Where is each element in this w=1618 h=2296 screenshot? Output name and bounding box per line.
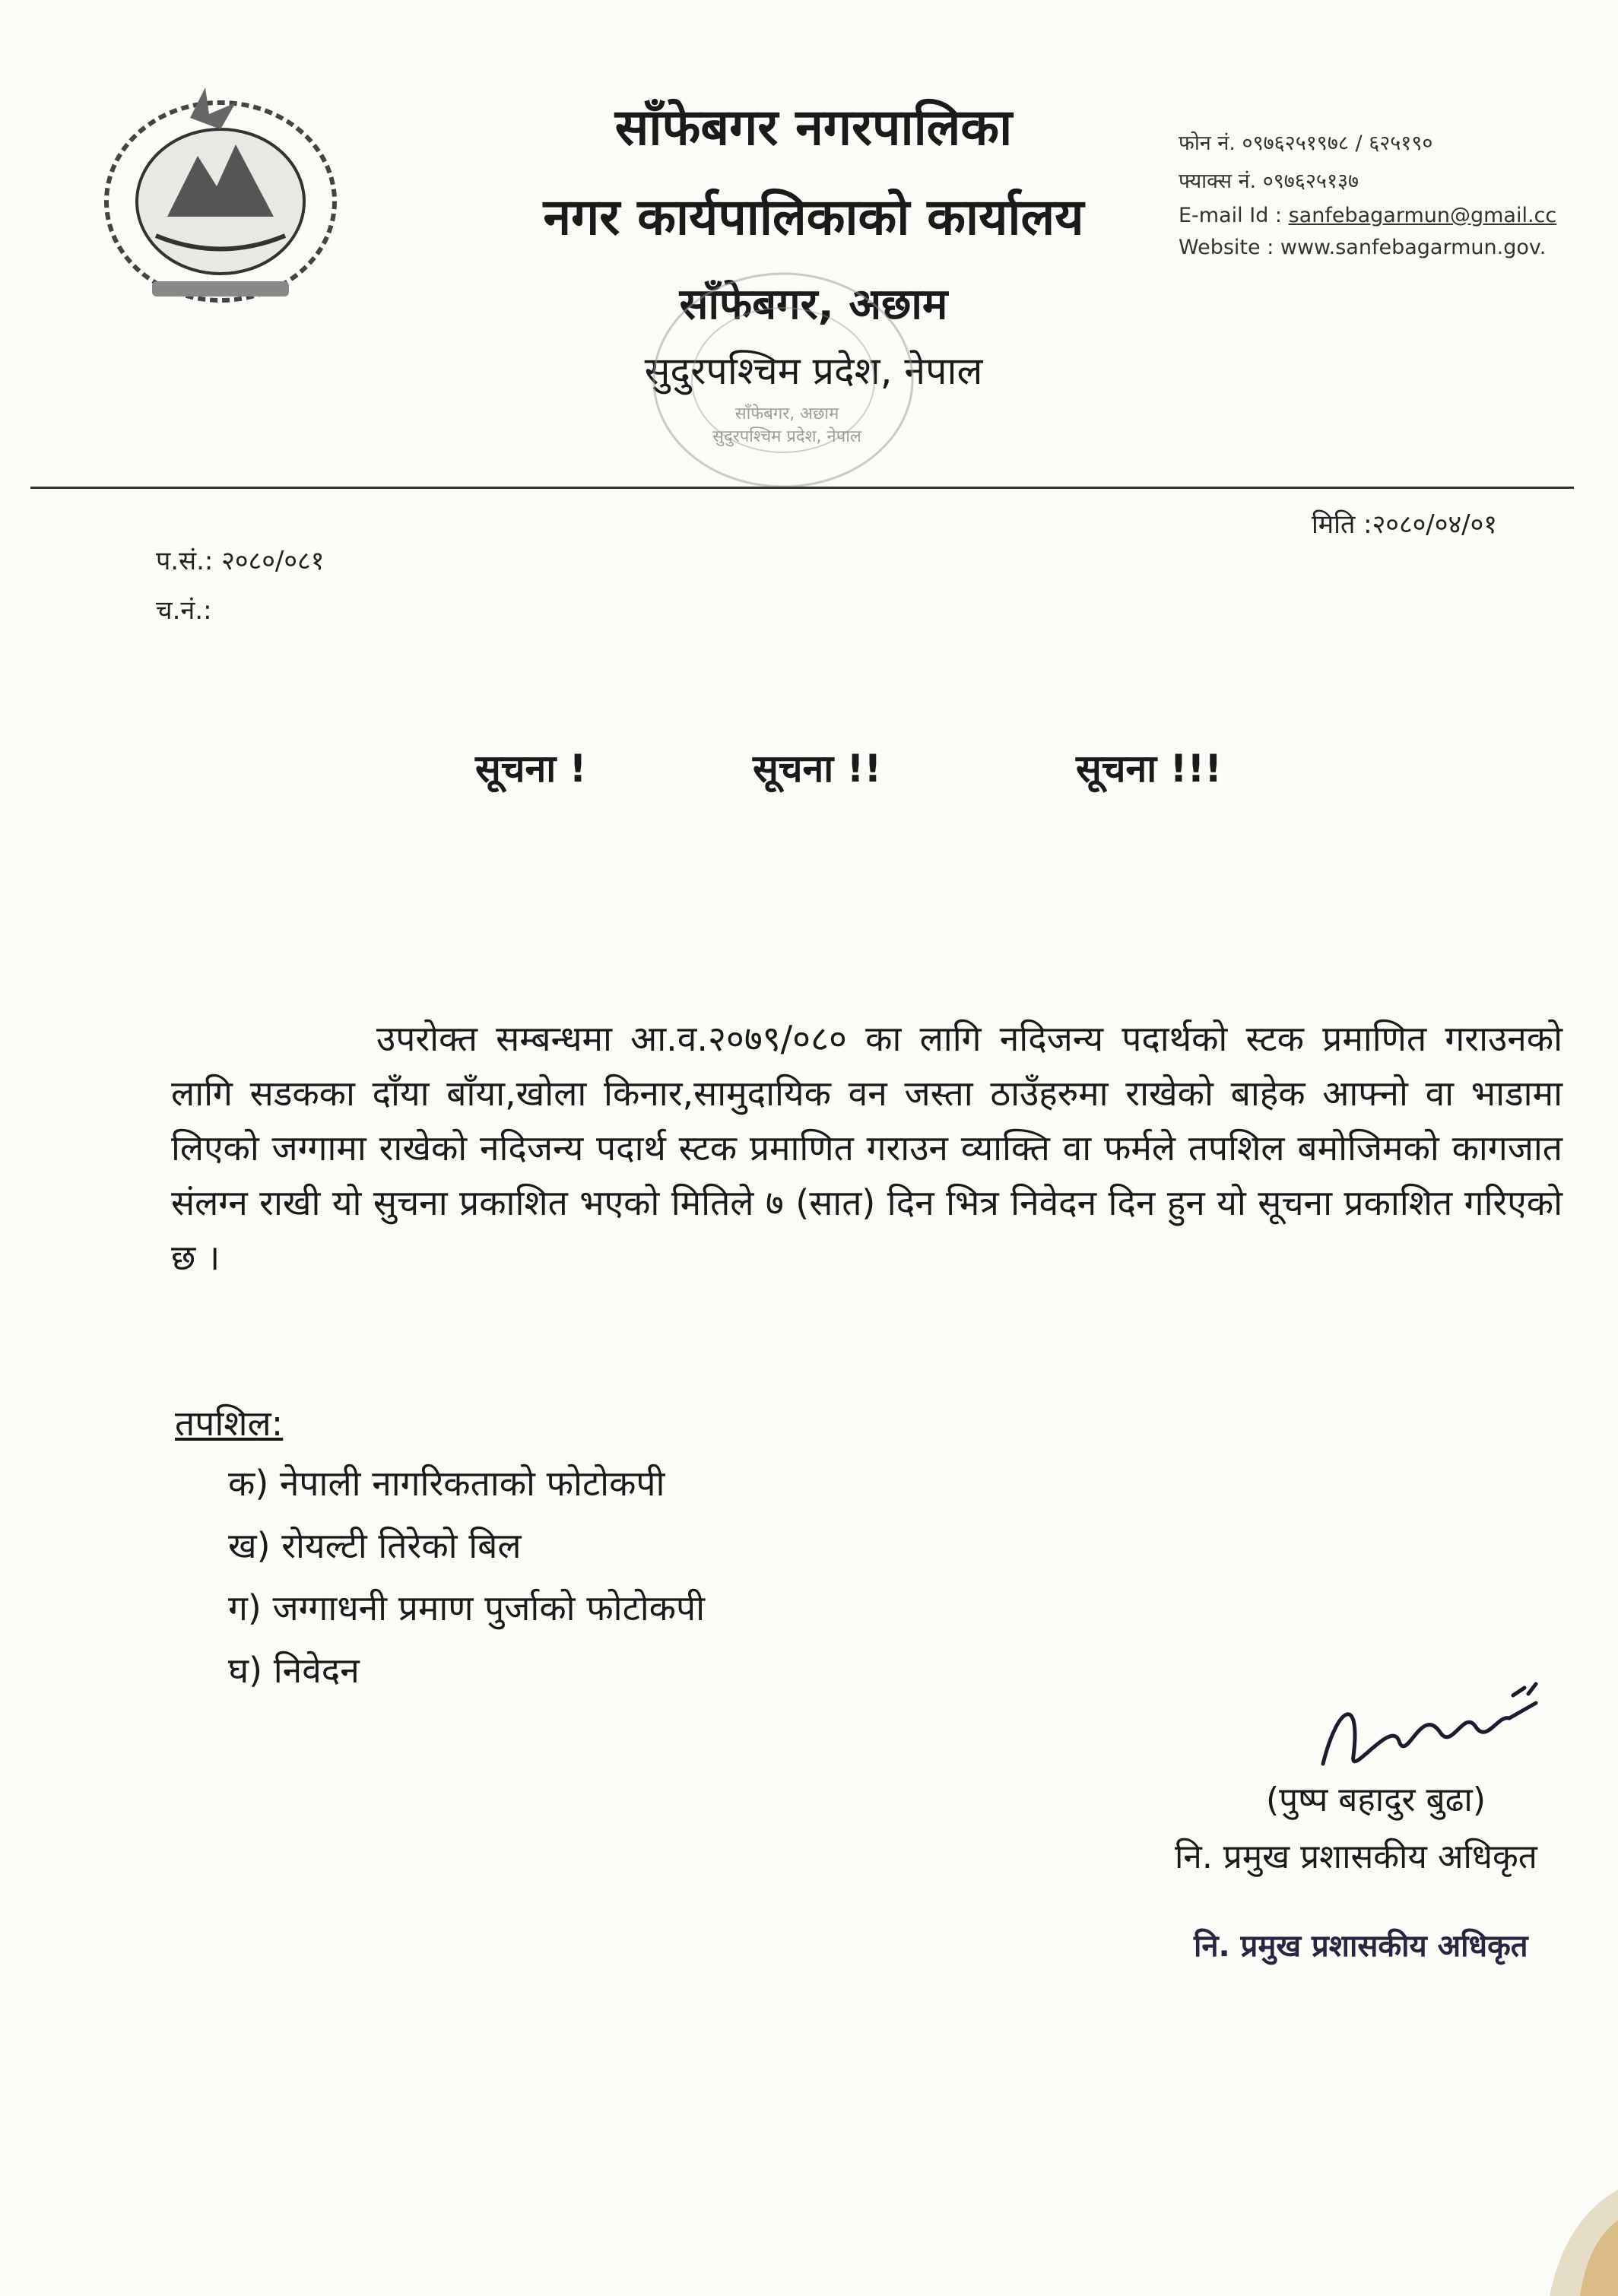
contact-fax: फ्याक्स नं. ०९७६२५१३७ [1179, 170, 1359, 193]
office-stamp-text: साँफेबगर, अछाम सुदुरपश्चिम प्रदेश, नेपाल [712, 404, 861, 446]
document-list [228, 1452, 705, 1701]
dispatch-number: च.नं.: [156, 595, 212, 626]
notice-heading-3: सूचना !!! [1076, 747, 1223, 791]
notice-heading-1: सूचना ! [475, 747, 587, 791]
contact-phone: फोन नं. ०९७६२५१९७८ / ६२५१९० [1179, 132, 1433, 155]
list-item: क) नेपाली नागरिकताको फोटोकपी [228, 1463, 665, 1504]
notice-heading-2: सूचना !! [753, 747, 882, 791]
list-item: घ) निवेदन [228, 1650, 360, 1691]
signer-title: नि. प्रमुख प्रशासकीय अधिकृत [1175, 1838, 1537, 1876]
page-corner-icon [1451, 2174, 1618, 2296]
letter-date: मिति :२०८०/०४/०१ [1312, 509, 1497, 540]
office-name: नगर कार्यपालिकाको कार्यालय [543, 188, 1084, 246]
reference-number: प.सं.: २०८०/०८१ [156, 546, 325, 576]
list-item: ख) रोयल्टी तिरेको बिल [228, 1525, 522, 1566]
list-item: ग) जग्गाधनी प्रमाण पुर्जाको फोटोकपी [228, 1587, 706, 1628]
tapashil-heading: तपशिल: [175, 1403, 284, 1444]
contact-email-link[interactable]: sanfebagarmun@gmail.cc [1288, 204, 1557, 227]
notice-paragraph: उपरोक्त सम्बन्धमा आ.व.२०७९/०८० का लागि नदिजन्य पदार्थको स्टक प्रमाणित गराउनको लागि सडकका दाँया बाँया,खोला किनार,सामुदायिक वन जस्ता ठाउँहरुमा राखेको बाहेक आफ्नो वा भाडामा लिएको जग्गामा राखेको नदिजन्य पदार्थ स्टक प्रमाणित गराउन व्याक्ति वा फर्मले तपशिल बमोजिमको कागजात संलग्न राखी यो सुचना प्रकाशित भएको मितिले ७ (सात) दिन भित्र निवेदन दिन हुन यो सूचना प्रकाशित गरिएको छ । [171, 1018, 1562, 1278]
nepal-emblem-icon [84, 72, 357, 316]
province-country: सुदुरपश्चिम प्रदेश, नेपाल [644, 349, 983, 393]
header-divider [30, 487, 1574, 489]
office-location: साँफेबगर, अछाम [679, 280, 948, 329]
contact-email-row [1179, 204, 1556, 227]
notice-body [171, 1011, 1562, 1285]
contact-website[interactable]: Website : www.sanfebagarmun.gov. [1179, 236, 1547, 259]
rubber-stamp-title: नि. प्रमुख प्रशासकीय अधिकृत [1194, 1929, 1528, 1964]
office-stamp [639, 258, 928, 502]
signature-icon [1308, 1673, 1566, 1787]
municipality-name: साँफेबगर नगरपालिका [614, 98, 1013, 157]
office-stamp-icon [639, 258, 928, 502]
signer-name: (पुष्प बहादुर बुढा) [1266, 1781, 1486, 1819]
contact-email-label: E-mail Id : [1179, 204, 1289, 227]
